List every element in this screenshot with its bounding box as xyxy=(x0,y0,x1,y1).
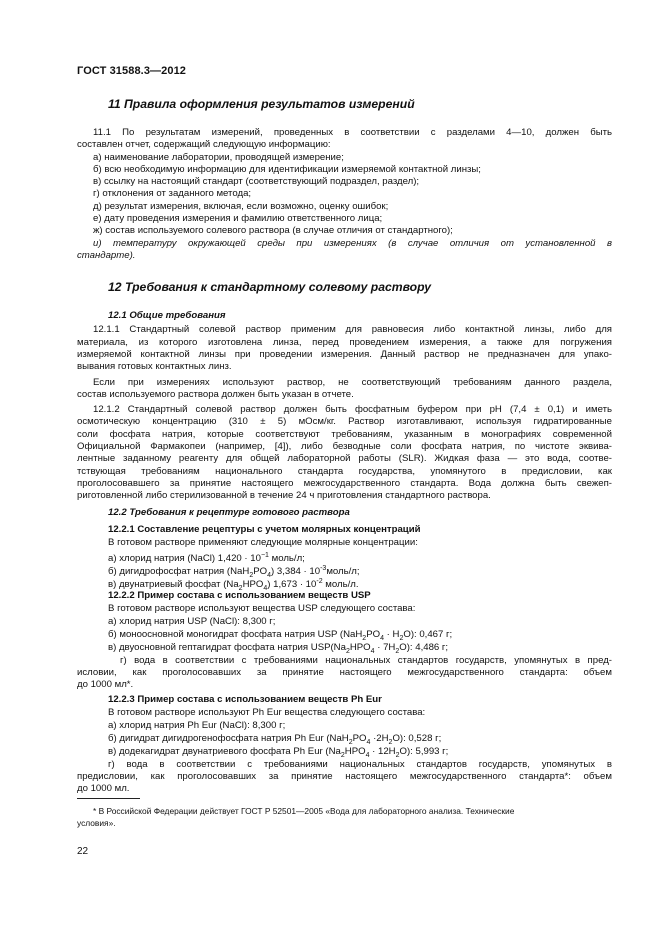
p1211-line-3: измеряемой контактной линзы при проведении измерения. Данный раствор не предназначен для упако- xyxy=(77,349,612,360)
p1212-line-8: риготовленной либо стерилизованной в течение 24 ч приготовления стандартного раствора. xyxy=(77,490,491,501)
s1222-item-g-line-3: до 1000 мл*. xyxy=(77,679,134,690)
s1222-item-v: в) двуосновной гептагидрат фосфата натрия $USP(Na_2HPO_4 \cdot 7H_2O)$: 4,486 г; xyxy=(108,642,449,655)
s1223-item-g-line-3: до 1000 мл. xyxy=(77,783,130,794)
s1221-intro: В готовом растворе применяют следующие молярные концентрации: xyxy=(108,537,418,548)
p1211-line-4: вывания готовых контактных линз. xyxy=(77,361,232,372)
sec11-item-i-line-2: стандарте). xyxy=(77,250,136,261)
document-header: ГОСТ 31588.3—2012 xyxy=(77,65,187,77)
p1212-line-1: 12.1.2 Стандартный солевой раствор должен быть фосфатным буфером при pH (7,4 ± 0,1) и иметь xyxy=(93,404,612,415)
s1222-item-a: а) хлорид натрия USP (NaCl): 8,300 г; xyxy=(108,616,276,627)
p1212-line-6: тствующая требованиям национального стандарта государства, упомянутого в предисловии, как xyxy=(77,466,612,477)
s1223-intro: В готовом растворе используют Ph Eur вещества следующего состава: xyxy=(108,707,426,718)
subsection-12-2-title: 12.2 Требования к рецептуре готового раствора xyxy=(108,507,350,518)
s1223-item-g-line-2: предисловии, как проголосовавших за принятие настоящего межгосударственного стандарта*: объем xyxy=(77,771,612,782)
footnote-line-2: условия». xyxy=(77,818,116,828)
footnote-separator xyxy=(77,798,140,799)
s1221-item-b: б) дигидрофосфат натрия $(NaH_2PO_4) 3,384$ · $10^{-3}моль/л$; xyxy=(108,565,360,580)
sec11-item-zh: ж) состав используемого солевого раствора (в случае отличия от стандартного); xyxy=(93,225,453,236)
s1222-intro: В готовом растворе используют вещества USP следующего состава: xyxy=(108,603,416,614)
p1212-line-5: лентные заданному реагенту для общей лабораторной работы (SLR). Жидкая фаза — это вода, соотве- xyxy=(77,453,612,464)
s1223-item-v: в) додекагидрат двунатриевого фосфата Ph Eur $(Na_2HPO_4 \cdot 12H_2O)$: 5,993 г; xyxy=(108,746,449,759)
sec11-item-d: д) результат измерения, включая, если возможно, оценку ошибок; xyxy=(93,201,389,212)
s1223-item-g-line-1: г) вода в соответствии с требованиями национальных стандартов государств, упомянутых в xyxy=(108,759,612,770)
s1221-item-v: в) двунатриевый фосфат $(Na_2HPO_4) 1,673 \cdot 10^{-2}$ моль/л. xyxy=(108,578,359,593)
s1222-item-g-line-2: исловии, как проголосовавших за принятие настоящего межгосударственного стандарта: объем xyxy=(77,667,612,678)
sec11-item-i-line-1: и) температуру окружающей среды при измерениях (в случае отличия от установленной в xyxy=(93,238,612,249)
s1221-item-a: а) хлорид натрия (NaCl) $1,420 \cdot 10^{-1}$ моль/л; xyxy=(108,552,305,565)
s1223-item-b: б) дигидрат дигидрогенофосфата натрия Ph Eur $(NaH_2PO_4 \cdot 2H_2O)$: 0,528 г; xyxy=(108,733,442,746)
subsection-12-2-2-title: 12.2.2 Пример состава с использованием веществ USP xyxy=(108,590,371,601)
p1212-line-3: соли фосфата натрия, которые соответствуют требованиям, указанным в монографиях современной xyxy=(77,429,612,440)
sec11-item-e: е) дату проведения измерения и фамилию ответственного лица; xyxy=(93,213,383,224)
section-12-title: 12 Требования к стандартному солевому раствору xyxy=(108,280,432,294)
sec11-intro-line-1: 11.1 По результатам измерений, проведенных в соответствии с разделами 4—10, должен быть xyxy=(93,127,612,138)
p1211-line-2: материала, из которого изготовлена линза, перед проведением измерения, а также для погружения xyxy=(77,337,612,348)
sec11-item-g: г) отклонения от заданного метода; xyxy=(93,188,252,199)
s1222-item-g-line-1: г) вода в соответствии с требованиями национальных стандартов государств, упомянутых в пред- xyxy=(120,655,612,666)
sec11-item-a: а) наименование лаборатории, проводящей измерение; xyxy=(93,152,344,163)
footnote-line-1: * В Российской Федерации действует ГОСТ Р 52501—2005 «Вода для лабораторного анализа. Технические xyxy=(93,806,515,816)
p-if-line-2: состав используемого раствора должен быть указан в отчете. xyxy=(77,389,354,400)
section-11-title: 11 Правила оформления результатов измерений xyxy=(108,97,415,111)
p1212-line-2: осмотическую концентрацию (310 ± 5) мОсм/кг. Раствор изготавливают, используя гидратированные xyxy=(77,416,612,427)
p1212-line-4: Официальной Фармакопеи (например, [4]), либо безводные соли фосфата натрия, по чистоте эквива- xyxy=(77,441,612,452)
sec11-item-b: б) всю необходимую информацию для идентификации измеряемой контактной линзы; xyxy=(93,164,481,175)
p1211-line-1: 12.1.1 Стандартный солевой раствор применим для равновесия либо контактной линзы, либо для xyxy=(93,324,612,335)
page-number: 22 xyxy=(77,846,89,857)
sec11-item-v: в) ссылку на настоящий стандарт (соответствующий подраздел, раздел); xyxy=(93,176,420,187)
p-if-line-1: Если при измерениях используют раствор, не соответствующий требованиям данного раздела, xyxy=(93,377,612,388)
sec11-intro-line-2: составлен отчет, содержащий следующую информацию: xyxy=(77,139,331,150)
subsection-12-1-title: 12.1 Общие требования xyxy=(108,310,226,321)
p1212-line-7: проголосовавшего за принятие настоящего межгосударственного стандарта. Вода должна быть свежеп- xyxy=(77,478,612,489)
s1222-item-b: б) моноосновной моногидрат фосфата натрия USP $(NaH_2PO_4 \cdot H_2O)$: 0,467 г; xyxy=(108,629,453,642)
subsection-12-2-1-title: 12.2.1 Составление рецептуры с учетом молярных концентраций xyxy=(108,524,421,535)
subsection-12-2-3-title: 12.2.3 Пример состава с использованием веществ Ph Eur xyxy=(108,694,382,705)
s1223-item-a: а) хлорид натрия Ph Eur (NaCl): 8,300 г; xyxy=(108,720,286,731)
